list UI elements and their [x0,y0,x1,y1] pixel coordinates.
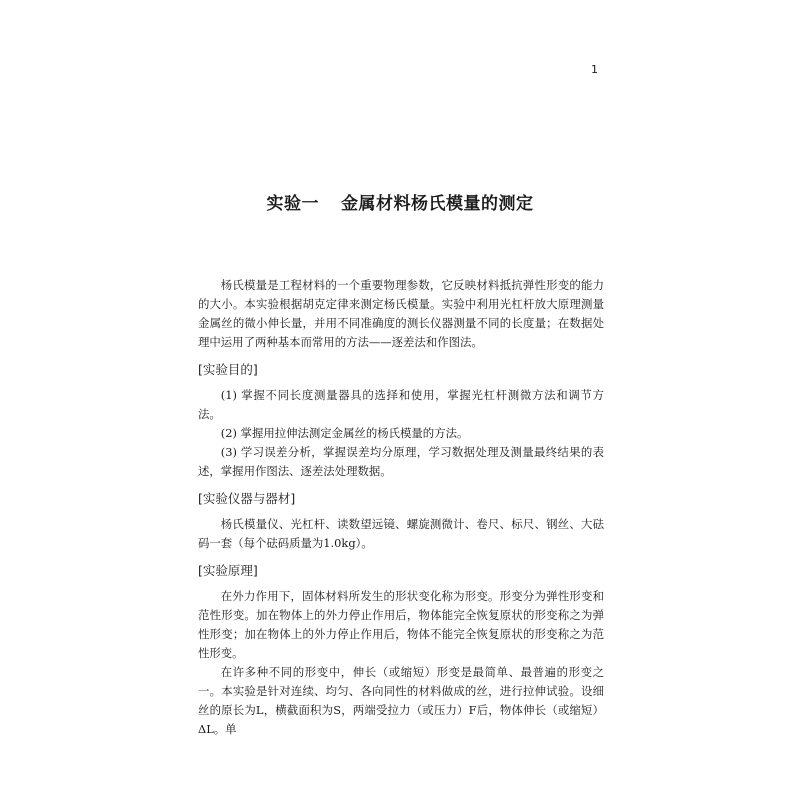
title-experiment-number: 实验一 [266,194,319,214]
section-equipment [198,489,604,553]
principle-paragraph-2: 在许多种不同的形变中，伸长（或缩短）形变是最简单、最普遍的形变之一。本实验是针对连续、均匀、各向同性的材料做成的丝，进行拉伸试验。设细丝的原长为L，横截面积为S，两端受拉力（或压力）F后，物体伸长（或缩短）ΔL。单 [198,665,604,736]
body-content [198,276,604,739]
section-principle [198,561,604,739]
page-title [0,189,800,214]
purpose-item-3: (3) 学习误差分析，掌握误差均分原理，学习数据处理及测量最终结果的表述，掌握用作图法、逐差法处理数据。 [198,445,604,478]
section-heading-equipment: [实验仪器与器材] [198,491,296,506]
section-purpose [198,360,604,481]
page-number: 1 [591,63,598,76]
purpose-item-2: (2) 掌握用拉伸法测定金属丝的杨氏模量的方法。 [220,426,469,440]
section-heading-purpose: [实验目的] [198,362,258,377]
title-experiment-name: 金属材料杨氏模量的测定 [341,194,534,214]
principle-paragraph-1: 在外力作用下，固体材料所发生的形状变化称为形变。形变分为弹性形变和范性形变。加在物体上的外力停止作用后，物体能完全恢复原状的形变称之为弹性形变；加在物体上的外力停止作用后，物体不能完全恢复原状的形变称之为范性形变。 [198,589,604,660]
purpose-item-1: (1) 掌握不同长度测量器具的选择和使用，掌握光杠杆测微方法和调节方法。 [198,388,604,421]
equipment-paragraph: 杨氏模量仪、光杠杆、读数望远镜、螺旋测微计、卷尺、标尺、钢丝、大砝码一套（每个砝码质量为1.0kg）。 [198,517,604,550]
section-heading-principle: [实验原理] [198,563,258,578]
intro-paragraph: 杨氏模量是工程材料的一个重要物理参数，它反映材料抵抗弹性形变的能力的大小。本实验根据胡克定律来测定杨氏模量。实验中利用光杠杆放大原理测量金属丝的微小伸长量，并用不同准确度的测长仪器测量不同的长度量；在数据处理中运用了两种基本而常用的方法——逐差法和作图法。 [198,278,604,349]
